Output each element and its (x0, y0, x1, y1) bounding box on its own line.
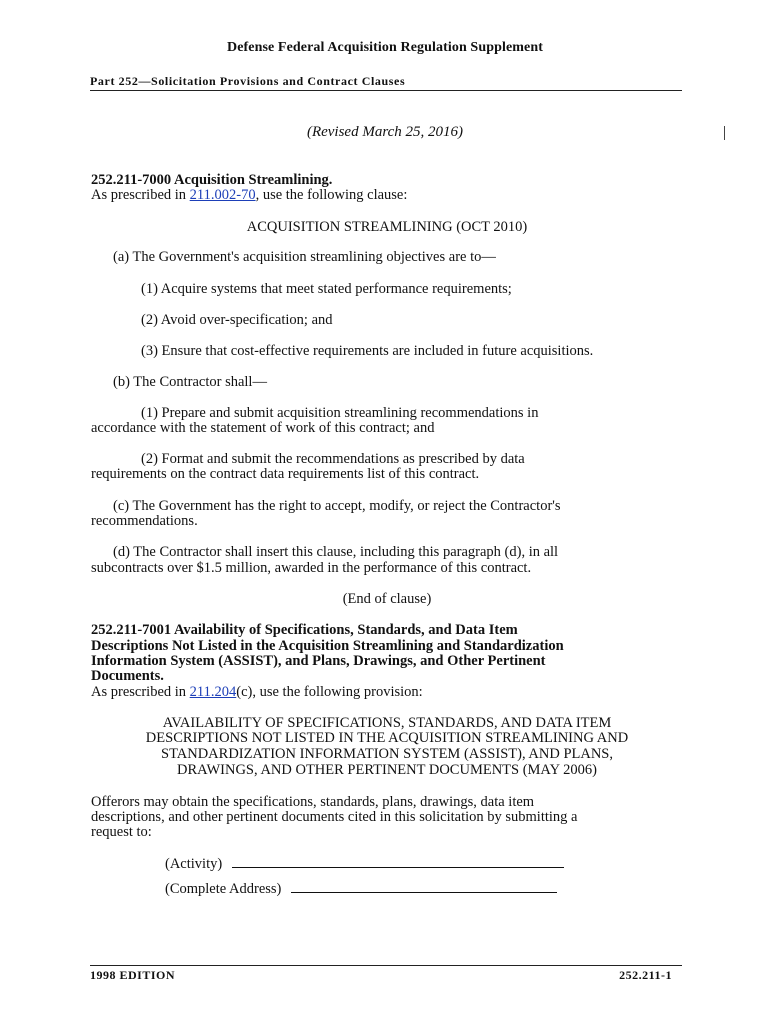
header-rule (90, 90, 682, 91)
running-header-title: Defense Federal Acquisition Regulation Supplement (226, 40, 544, 55)
para-d-line2: subcontracts over $1.5 million, awarded in the performance of this contract. (91, 560, 532, 576)
para-b2-line1: (2) Format and submit the recommendations as prescribed by data (141, 451, 525, 467)
revision-date: (Revised March 25, 2016) (306, 124, 464, 140)
para-c-line2: recommendations. (91, 513, 198, 529)
prescription-text: As prescribed in (91, 187, 190, 203)
prescription-text: (c), use the following provision: (236, 684, 423, 700)
prescription-7000 (91, 187, 683, 203)
section-heading-7000: 252.211-7000 Acquisition Streamlining. (91, 172, 333, 188)
activity-blank-line[interactable] (232, 855, 564, 868)
para-b2-line2: requirements on the contract data requirements list of this contract. (91, 466, 480, 482)
clause-title-7000: ACQUISITION STREAMLINING (OCT 2010) (246, 219, 528, 235)
activity-label: (Activity) (165, 856, 223, 872)
footer-edition: 1998 EDITION (90, 968, 176, 982)
prescription-7001 (91, 684, 683, 700)
provision-body-line3: request to: (91, 824, 152, 840)
provision-body-line1: Offerors may obtain the specifications, standards, plans, drawings, data item (91, 794, 535, 810)
link-211-002-70[interactable]: 211.002-70 (189, 187, 256, 203)
prescription-text: As prescribed in (91, 684, 190, 700)
activity-field-row (165, 855, 595, 872)
section-heading-7001-line1: 252.211-7001 Availability of Specifications, Standards, and Data Item (91, 622, 518, 638)
end-of-clause: (End of clause) (342, 591, 432, 607)
provision-title-line1: AVAILABILITY OF SPECIFICATIONS, STANDARDS, AND DATA ITEM (162, 715, 612, 731)
provision-title-line2: DESCRIPTIONS NOT LISTED IN THE ACQUISITION STREAMLINING AND (145, 730, 629, 746)
address-blank-line[interactable] (291, 880, 557, 893)
provision-title-line3: STANDARDIZATION INFORMATION SYSTEM (ASSIST), AND PLANS, (161, 746, 613, 762)
link-211-204[interactable]: 211.204 (189, 684, 237, 700)
section-heading-7001-line4: Documents. (91, 668, 164, 684)
change-bar (724, 126, 725, 140)
provision-title-line4: DRAWINGS, AND OTHER PERTINENT DOCUMENTS (MAY 2006) (177, 762, 597, 778)
address-label: (Complete Address) (165, 881, 282, 897)
prescription-text: , use the following clause: (255, 187, 408, 203)
section-heading-7001-line2: Descriptions Not Listed in the Acquisition Streamlining and Standardization (91, 638, 564, 654)
para-a: (a) The Government's acquisition streamlining objectives are to— (113, 249, 496, 265)
para-a1: (1) Acquire systems that meet stated performance requirements; (141, 281, 512, 297)
footer-rule (90, 965, 682, 966)
para-b1-line2: accordance with the statement of work of this contract; and (91, 420, 435, 436)
footer-page-number: 252.211-1 (619, 968, 672, 982)
address-field-row (165, 880, 595, 897)
section-heading-7001-line3: Information System (ASSIST), and Plans, Drawings, and Other Pertinent (91, 653, 546, 669)
provision-body-line2: descriptions, and other pertinent documents cited in this solicitation by submitting a (91, 809, 578, 825)
para-b1-line1: (1) Prepare and submit acquisition streamlining recommendations in (141, 405, 539, 421)
para-c-line1: (c) The Government has the right to accept, modify, or reject the Contractor's (113, 498, 561, 514)
para-d-line1: (d) The Contractor shall insert this clause, including this paragraph (d), in all (113, 544, 559, 560)
running-header-part: Part 252—Solicitation Provisions and Contract Clauses (90, 74, 406, 88)
para-a2: (2) Avoid over-specification; and (141, 312, 333, 328)
para-a3: (3) Ensure that cost-effective requirements are included in future acquisitions. (141, 343, 594, 359)
para-b: (b) The Contractor shall— (113, 374, 267, 390)
